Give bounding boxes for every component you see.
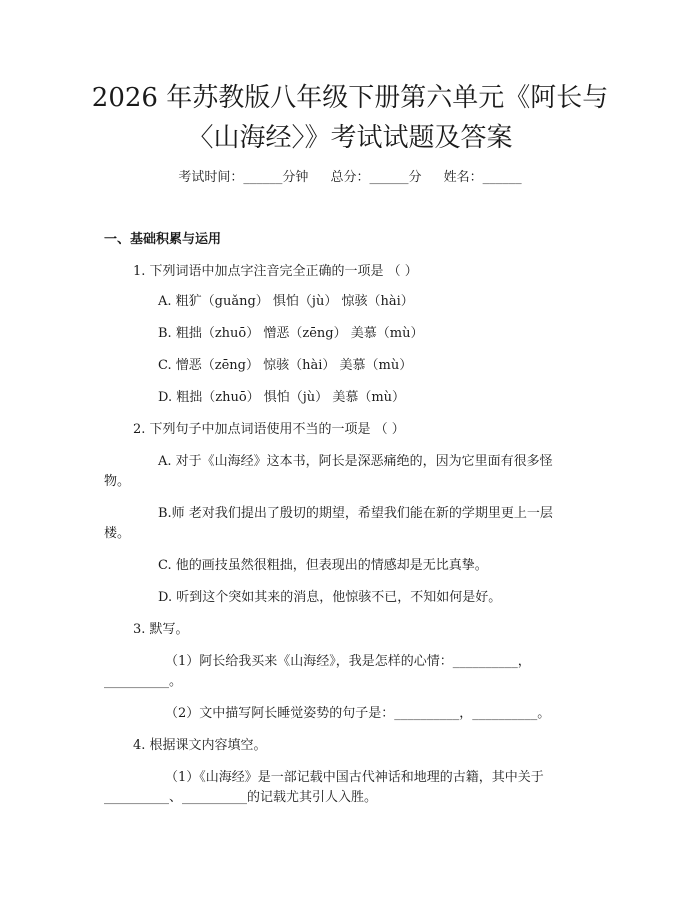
question-4-stem: 4. 根据课文内容填空。 <box>133 738 267 753</box>
question-1-option-b: B. 粗拙（zhuō） 憎恶（zēng） 美慕（mù） <box>158 326 424 341</box>
section-heading: 一、基础积累与运用 <box>104 232 222 247</box>
exam-title <box>60 78 640 158</box>
question-4-item-1-cont: __________、__________的记载尤其引人入胜。 <box>104 790 378 805</box>
exam-meta <box>0 168 700 188</box>
question-1-option-a: A. 粗犷（guǎng） 惧怕（jù） 惊骇（hài） <box>158 294 414 309</box>
question-4-item-1: （1）《山海经》是一部记载中国古代神话和地理的古籍，其中关于 <box>165 770 544 785</box>
question-2-option-b-cont: 楼。 <box>104 526 131 541</box>
title-line-2: 〈山海经〉》考试试题及答案 <box>187 123 513 153</box>
question-3-item-2: （2）文中描写阿长睡觉姿势的句子是：__________，__________。 <box>165 706 551 721</box>
question-2-option-a-cont: 物。 <box>104 474 131 489</box>
student-name: 姓名：______ <box>443 170 522 185</box>
question-2-option-a: A. 对于《山海经》这本书，阿长是深恶痛绝的，因为它里面有很多怪 <box>158 454 553 469</box>
total-score: 总分：______分 <box>330 170 422 185</box>
question-1-option-c: C. 憎恶（zēng） 惊骇（hài） 美慕（mù） <box>158 358 413 373</box>
question-3-item-1: （1）阿长给我买来《山海经》，我是怎样的心情：__________， <box>165 654 531 669</box>
question-3-item-1-cont: __________。 <box>104 674 183 689</box>
question-2-option-d: D. 听到这个突如其来的消息，他惊骇不已，不知如何是好。 <box>158 590 502 605</box>
title-line-1: 2026 年苏教版八年级下册第六单元《阿长与 <box>91 83 609 113</box>
question-1-stem: 1. 下列词语中加点字注音完全正确的一项是 （ ） <box>133 264 418 279</box>
question-1-option-d: D. 粗拙（zhuō） 惧怕（jù） 美慕（mù） <box>158 390 406 405</box>
question-2-stem: 2. 下列句子中加点词语使用不当的一项是 （ ） <box>133 422 405 437</box>
exam-time: 考试时间：______分钟 <box>178 170 309 185</box>
question-2-option-b: B.师 老对我们提出了殷切的期望，希望我们能在新的学期里更上一层 <box>158 506 553 521</box>
question-2-option-c: C. 他的画技虽然很粗拙，但表现出的情感却是无比真挚。 <box>158 558 488 573</box>
question-3-stem: 3. 默写。 <box>133 622 189 637</box>
